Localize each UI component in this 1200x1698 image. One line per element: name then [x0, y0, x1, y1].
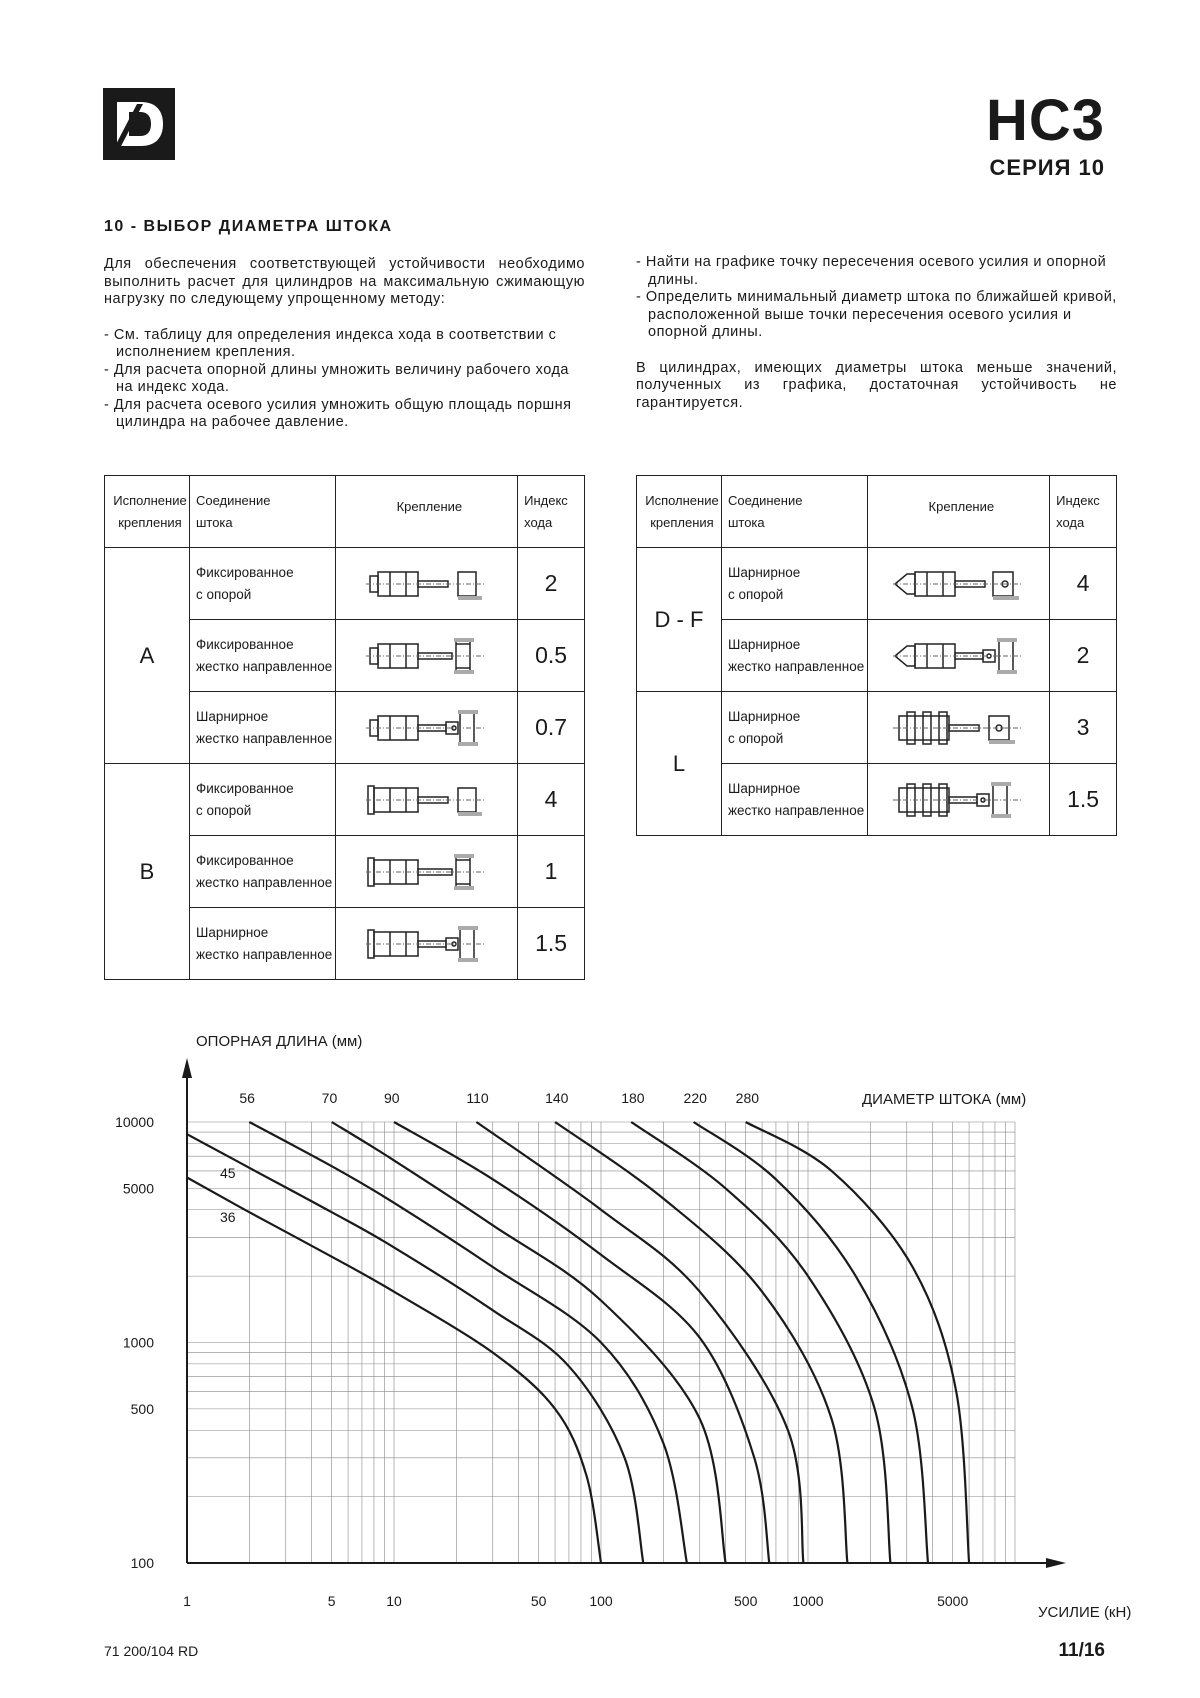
- document-code: 71 200/104 RD: [104, 1643, 199, 1659]
- x-tick-label: 10: [386, 1593, 402, 1609]
- header-index: Индекс хода: [1050, 476, 1117, 548]
- x-tick-label: 1: [183, 1593, 191, 1609]
- mount-diagram: [335, 764, 518, 836]
- mount-diagram: [335, 836, 518, 908]
- mount-diagram: [867, 764, 1050, 836]
- x-tick-label: 1000: [792, 1593, 824, 1609]
- series-label-140: 140: [545, 1090, 569, 1106]
- connection-cell: Фиксированное жестко направленное: [189, 620, 335, 692]
- connection-cell: Фиксированное жестко направленное: [189, 836, 335, 908]
- y-tick-label: 10000: [115, 1114, 154, 1130]
- intro-paragraph: Для обеспечения соответствующей устойчивости необходимо выполнить расчет для цилиндров на максимальную сжимающую нагрузку по следующему упрощенному методу:: [104, 256, 585, 307]
- mount-diagram: [867, 548, 1050, 620]
- group-label: A: [105, 548, 190, 764]
- left-text-column: [104, 256, 585, 432]
- mount-diagram: [335, 692, 518, 764]
- cylinder-mount-icon: [893, 708, 1023, 748]
- connection-cell: Шарнирное жестко направленное: [189, 908, 335, 980]
- cylinder-mount-icon: [366, 564, 486, 604]
- group-label: D - F: [637, 548, 722, 692]
- header-mount-type: Исполнение крепления: [105, 476, 190, 548]
- stroke-index: 1.5: [518, 908, 585, 980]
- stroke-index: 2: [1050, 620, 1117, 692]
- rod-diameter-chart: [0, 1000, 1200, 1640]
- series-label-280: 280: [735, 1090, 760, 1106]
- connection-cell: Фиксированное с опорой: [189, 764, 335, 836]
- header-mount-type: Исполнение крепления: [637, 476, 722, 548]
- stroke-index: 0.7: [518, 692, 585, 764]
- connection-cell: Шарнирное с опорой: [721, 692, 867, 764]
- x-tick-label: 5: [327, 1593, 336, 1609]
- right-text-column: [636, 254, 1117, 412]
- y-axis-arrow-icon: [182, 1058, 192, 1078]
- mount-diagram: [867, 620, 1050, 692]
- stroke-index: 3: [1050, 692, 1117, 764]
- section-title: 10 - ВЫБОР ДИАМЕТРА ШТОКА: [104, 218, 393, 235]
- bullet-item: - Найти на графике точку пересечения осевого усилия и опорной длины.: [636, 254, 1107, 288]
- mounting-table-right: [636, 475, 1117, 836]
- series-label-56: 56: [239, 1090, 255, 1106]
- stroke-index: 4: [518, 764, 585, 836]
- y-axis-title: ОПОРНАЯ ДЛИНА (мм): [196, 1033, 363, 1050]
- legend-title: ДИАМЕТР ШТОКА (мм): [862, 1091, 1027, 1108]
- series-label: СЕРИЯ 10: [989, 155, 1105, 180]
- cylinder-mount-icon: [893, 564, 1023, 604]
- bullet-item: - См. таблицу для определения индекса хода в соответствии с исполнением крепления.: [104, 326, 557, 360]
- cylinder-mount-icon: [366, 924, 486, 964]
- group-label: B: [105, 764, 190, 980]
- x-axis-arrow-icon: [1046, 1558, 1066, 1568]
- header-fastening: Крепление: [335, 476, 518, 548]
- y-tick-label: 5000: [122, 1180, 154, 1197]
- x-tick-label: 50: [530, 1593, 547, 1609]
- series-label-90: 90: [384, 1090, 400, 1106]
- mount-diagram: [335, 908, 518, 980]
- header-connection: Соединение штока: [721, 476, 867, 548]
- series-label-180: 180: [621, 1090, 645, 1106]
- cylinder-mount-icon: [366, 852, 486, 892]
- x-axis-title: УСИЛИЕ (кН): [1038, 1604, 1132, 1621]
- header-index: Индекс хода: [518, 476, 585, 548]
- group-label: L: [637, 692, 722, 836]
- connection-cell: Шарнирное жестко направленное: [721, 620, 867, 692]
- page-number: 11/16: [1058, 1640, 1105, 1661]
- connection-cell: Шарнирное жестко направленное: [721, 764, 867, 836]
- company-logo: [103, 88, 175, 160]
- bullet-item: - Для расчета осевого усилия умножить общую площадь поршня цилиндра на рабочее давление.: [104, 396, 572, 430]
- stroke-index: 0.5: [518, 620, 585, 692]
- series-label-220: 220: [683, 1090, 707, 1106]
- stroke-index: 1.5: [1050, 764, 1117, 836]
- x-tick-label: 100: [589, 1593, 613, 1609]
- header-connection: Соединение штока: [189, 476, 335, 548]
- curve-45: [187, 1134, 643, 1563]
- series-label-36: 36: [220, 1209, 236, 1225]
- connection-cell: Фиксированное с опорой: [189, 548, 335, 620]
- y-tick-label: 1000: [122, 1334, 154, 1351]
- bullet-item: - Для расчета опорной длины умножить величину рабочего хода на индекс хода.: [104, 361, 569, 395]
- x-tick-label: 5000: [937, 1593, 969, 1609]
- mounting-table-left: [104, 475, 585, 980]
- mount-diagram: [335, 620, 518, 692]
- bullet-item: - Определить минимальный диаметр штока по ближайшей кривой, расположенной выше точки пересечения осевого усилия и опорной длины.: [636, 289, 1117, 340]
- connection-cell: Шарнирное с опорой: [721, 548, 867, 620]
- x-tick-label: 500: [734, 1593, 758, 1609]
- header-fastening: Крепление: [867, 476, 1050, 548]
- model-title: HC3: [985, 88, 1105, 153]
- y-tick-label: 100: [130, 1555, 154, 1571]
- series-label-70: 70: [321, 1090, 338, 1106]
- cylinder-mount-icon: [366, 780, 486, 820]
- stroke-index: 2: [518, 548, 585, 620]
- mount-diagram: [867, 692, 1050, 764]
- warning-paragraph: В цилиндрах, имеющих диаметры штока меньше значений, полученных из графика, достаточная устойчивость не гарантируется.: [636, 359, 1117, 411]
- cylinder-mount-icon: [893, 780, 1023, 820]
- stroke-index: 4: [1050, 548, 1117, 620]
- series-label-110: 110: [466, 1090, 489, 1106]
- y-tick-label: 500: [130, 1400, 154, 1417]
- series-label-45: 45: [220, 1165, 236, 1181]
- cylinder-mount-icon: [366, 636, 486, 676]
- stroke-index: 1: [518, 836, 585, 908]
- cylinder-mount-icon: [893, 636, 1023, 676]
- cylinder-mount-icon: [366, 708, 486, 748]
- connection-cell: Шарнирное жестко направленное: [189, 692, 335, 764]
- mount-diagram: [335, 548, 518, 620]
